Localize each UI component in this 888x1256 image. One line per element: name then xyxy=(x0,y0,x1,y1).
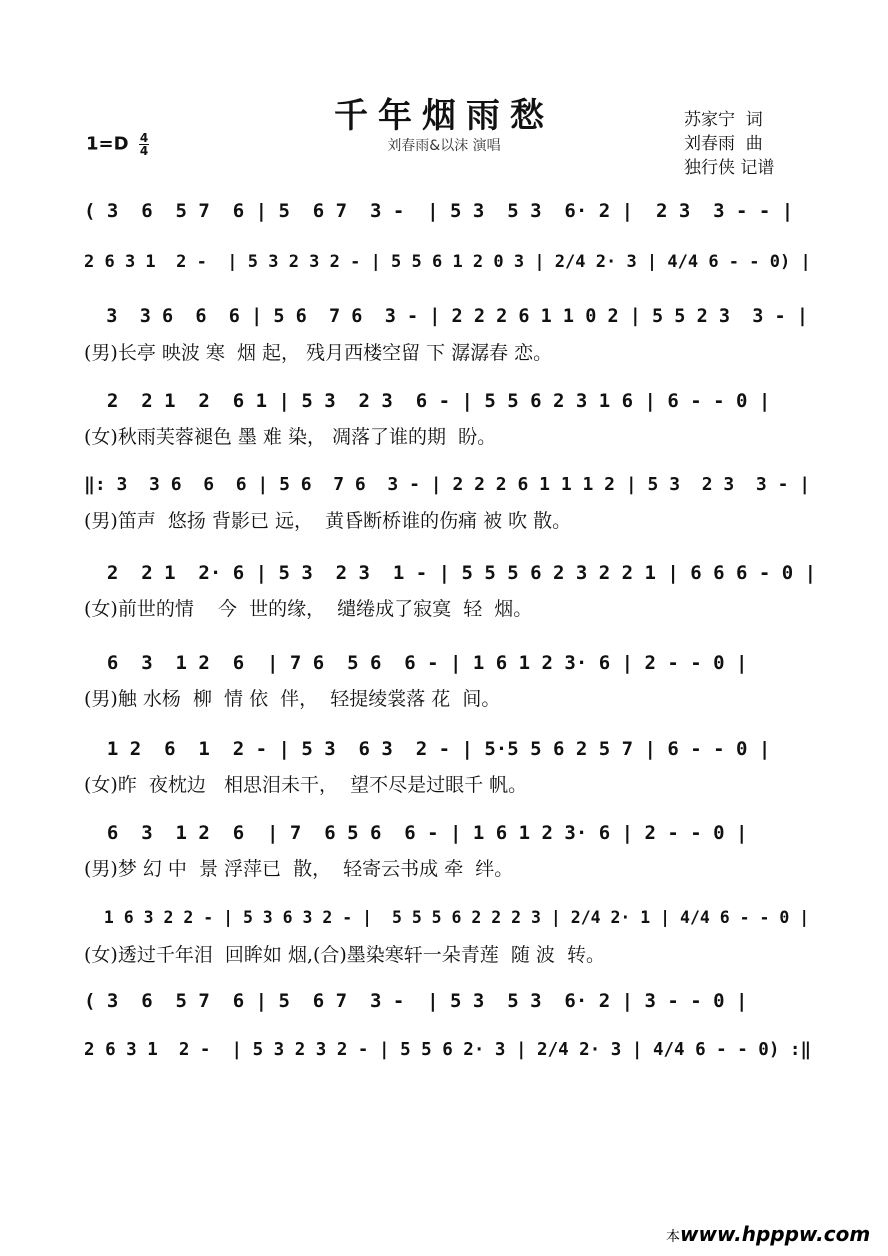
notation-row: 2 2 1 2 6 1 | 5 3 2 3 6 - | 5 5 6 2 3 1 6 | 6 - - 0 | xyxy=(84,390,771,412)
lyrics-row: (女)昨 夜枕边 相思泪未干， 望不尽是过眼千 帆。 xyxy=(84,774,528,796)
lyrics-row: (女)前世的情 今 世的缘， 缱绻成了寂寞 轻 烟。 xyxy=(84,598,533,620)
composer-credit: 刘春雨 曲 xyxy=(684,134,763,154)
key-signature xyxy=(86,132,149,157)
song-title: 千年烟雨愁 xyxy=(334,96,554,136)
site-url: www.hpppw.com xyxy=(680,1222,871,1246)
notation-row: 1 2 6 1 2 - | 5 3 6 3 2 - | 5·5 5 6 2 5 7 | 6 - - 0 | xyxy=(84,738,771,760)
lyrics-row: (男)梦 幻 中 景 浮萍已 散， 轻寄云书成 牵 绊。 xyxy=(84,858,514,880)
transcriber-credit: 独行侠 记谱 xyxy=(684,158,775,178)
key-label: 1=D xyxy=(86,133,129,155)
time-signature: $\frac{4}{4}$ xyxy=(139,131,149,158)
notation-row: 3 3 6 6 6 | 5 6 7 6 3 - | 2 2 2 6 1 1 0 2 | 5 5 2 3 3 - | xyxy=(84,306,808,327)
notation-row: 6 3 1 2 6 | 7 6 5 6 6 - | 1 6 1 2 3· 6 | 2 - - 0 | xyxy=(84,822,748,844)
lyrics-row: (女)透过千年泪 回眸如 烟,(合)墨染寒轩一朵青莲 随 波 转。 xyxy=(84,944,606,966)
notation-row: ( 3 6 5 7 6 | 5 6 7 3 - | 5 3 5 3 6· 2 | 3 - - 0 | xyxy=(84,990,748,1012)
notation-row: 1 6 3 2 2 - | 5 3 6 3 2 - | 5 5 5 6 2 2 2 3 | 2/4 2· 1 | 4/4 6 - - 0 | xyxy=(84,908,810,927)
notation-row: ( 3 6 5 7 6 | 5 6 7 3 - | 5 3 5 3 6· 2 | 2 3 3 - - | xyxy=(84,200,794,222)
lyrics-row: (男)笛声 悠扬 背影已 远， 黄昏断桥谁的伤痛 被 吹 散。 xyxy=(84,510,572,532)
performers: 刘春雨&以沫 演唱 xyxy=(387,138,501,154)
lyrics-row: (男)触 水杨 柳 情 依 伴， 轻提绫裳落 花 间。 xyxy=(84,688,501,710)
lyrics-row: (男)长亭 映波 寒 烟 起， 残月西楼空留 下 潺潺春 恋。 xyxy=(84,342,553,364)
notation-row: 2 6 3 1 2 - | 5 3 2 3 2 - | 5 5 6 2· 3 | 2/4 2· 3 | 4/4 6 - - 0) :‖ xyxy=(84,1040,811,1060)
notation-row: ‖: 3 3 6 6 6 | 5 6 7 6 3 - | 2 2 2 6 1 1 1 2 | 5 3 2 3 3 - | xyxy=(84,474,811,495)
watermark: 本www.hpppw.com xyxy=(666,1222,871,1246)
notation-row: 2 6 3 1 2 - | 5 3 2 3 2 - | 5 5 6 1 2 0 3 | 2/4 2· 3 | 4/4 6 - - 0) | xyxy=(84,252,811,272)
notation-row: 2 2 1 2· 6 | 5 3 2 3 1 - | 5 5 5 6 2 3 2 2 1 | 6 6 6 - 0 | xyxy=(84,562,817,584)
lyricist-credit: 苏家宁 词 xyxy=(684,110,763,130)
credits xyxy=(684,108,774,180)
lyrics-row: (女)秋雨芙蓉褪色 墨 难 染， 凋落了谁的期 盼。 xyxy=(84,426,497,448)
notation-row: 6 3 1 2 6 | 7 6 5 6 6 - | 1 6 1 2 3· 6 | 2 - - 0 | xyxy=(84,652,748,674)
